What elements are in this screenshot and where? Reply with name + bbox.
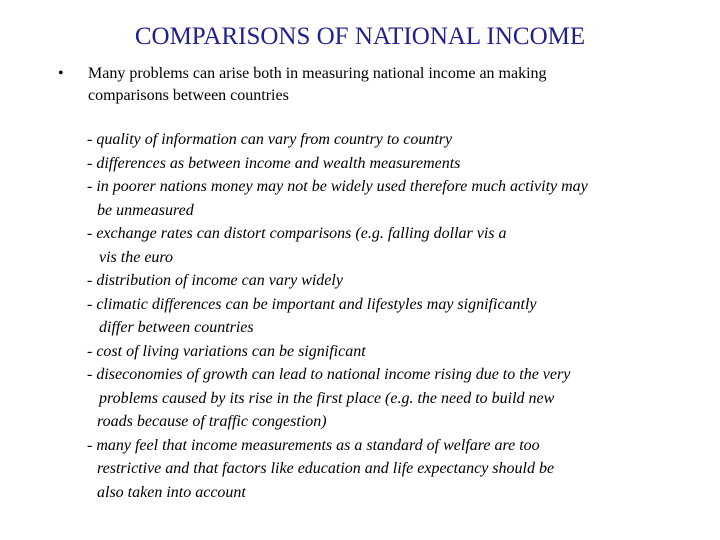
list-line-continuation: restrictive and that factors like education and life expectancy should be: [97, 460, 555, 477]
list-line-continuation: problems caused by its rise in the first place (e.g. the need to build new: [99, 389, 555, 407]
list-line: - in poorer nations money may not be widely used therefore much activity may: [87, 178, 588, 195]
problem-list: [87, 128, 687, 504]
list-line: - cost of living variations can be significant: [87, 342, 366, 360]
list-line-continuation: differ between countries: [99, 319, 254, 336]
list-line: - exchange rates can distort comparisons (e.g. falling dollar vis a: [87, 225, 507, 242]
list-line: - distribution of income can vary widely: [87, 272, 343, 289]
list-line-continuation: be unmeasured: [97, 201, 194, 219]
slide-title: COMPARISONS OF NATIONAL INCOME: [134, 23, 586, 50]
list-line: - differences as between income and wealth measurements: [87, 154, 461, 172]
list-line: - diseconomies of growth can lead to national income rising due to the very: [87, 366, 571, 383]
list-line: - quality of information can vary from country to country: [87, 131, 453, 148]
list-line-continuation: also taken into account: [97, 483, 246, 501]
bullet-text: [88, 63, 668, 107]
list-line: - climatic differences can be important and lifestyles may significantly: [87, 295, 537, 313]
list-line-continuation: roads because of traffic congestion): [97, 413, 327, 430]
list-line: - many feel that income measurements as a standard of welfare are too: [87, 436, 540, 454]
bullet-marker: •: [58, 65, 64, 82]
bullet-line: comparisons between countries: [88, 87, 289, 104]
list-line-continuation: vis the euro: [99, 248, 174, 266]
bullet-line: Many problems can arise both in measuring national income an making: [88, 65, 547, 82]
